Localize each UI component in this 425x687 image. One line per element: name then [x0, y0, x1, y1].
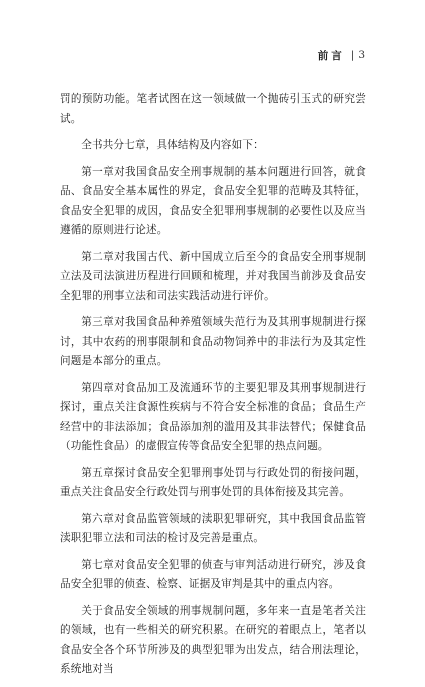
paragraph-chapter-6: 第六章对食品监管领域的渎职犯罪研究，其中我国食品监管渎职犯罪立法和司法的检讨及完善是重点。	[60, 512, 366, 544]
paragraph-continued: 罚的预防功能。笔者试图在这一领域做一个抛砖引玉式的研究尝试。	[60, 93, 366, 125]
page-number: 3	[358, 49, 365, 61]
paragraph-chapter-3: 第三章对我国食品种养殖领域失范行为及其刑事规制进行探讨，其中农药的刑事限制和食品动物饲养中的非法行为及其定性问题是本部分的重点。	[60, 316, 366, 367]
paragraph-research-focus: 关于食品安全领域的刑事规制问题，多年来一直是笔者关注的领域，也有一些相关的研究积累。在研究的着眼点上，笔者以食品安全各个环节所涉及的典型犯罪为出发点，结合刑法理论，系统地对当	[60, 604, 366, 675]
body-text	[60, 90, 366, 687]
paragraph-chapter-5: 第五章探讨食品安全犯罪刑事处罚与行政处罚的衔接问题，重点关注食品安全行政处罚与刑事处罚的具体衔接及其完善。	[60, 466, 366, 498]
paragraph-structure-intro: 全书共分七章，具体结构及内容如下：	[81, 139, 264, 151]
running-header	[318, 48, 365, 62]
header-separator: |	[350, 49, 355, 61]
paragraph-chapter-7: 第七章对食品安全犯罪的侦查与审判活动进行研究，涉及食品安全犯罪的侦查、检察、证据及审判是其中的重点内容。	[60, 558, 366, 590]
header-title: 前言	[317, 49, 345, 62]
paragraph-chapter-1: 第一章对我国食品安全刑事规制的基本问题进行回答，就食品、食品安全基本属性的界定，食品安全犯罪的范畴及其特征，食品安全犯罪的成因，食品安全犯罪刑事规制的必要性以及应当遵循的原则进行论述。	[60, 165, 366, 236]
paragraph-chapter-2: 第二章对我国古代、新中国成立后至今的食品安全刑事规制立法及司法演进历程进行回顾和梳理，并对我国当前涉及食品安全犯罪的刑事立法和司法实践活动进行评价。	[60, 250, 366, 302]
paragraph-chapter-4: 第四章对食品加工及流通环节的主要犯罪及其刑事规制进行探讨，重点关注食源性疾病与不符合安全标准的食品；食品生产经营中的非法添加；食品添加剂的滥用及其非法替代；保健食品（功能性食品）的虚假宣传等食品安全犯罪的热点问题。	[60, 381, 366, 452]
